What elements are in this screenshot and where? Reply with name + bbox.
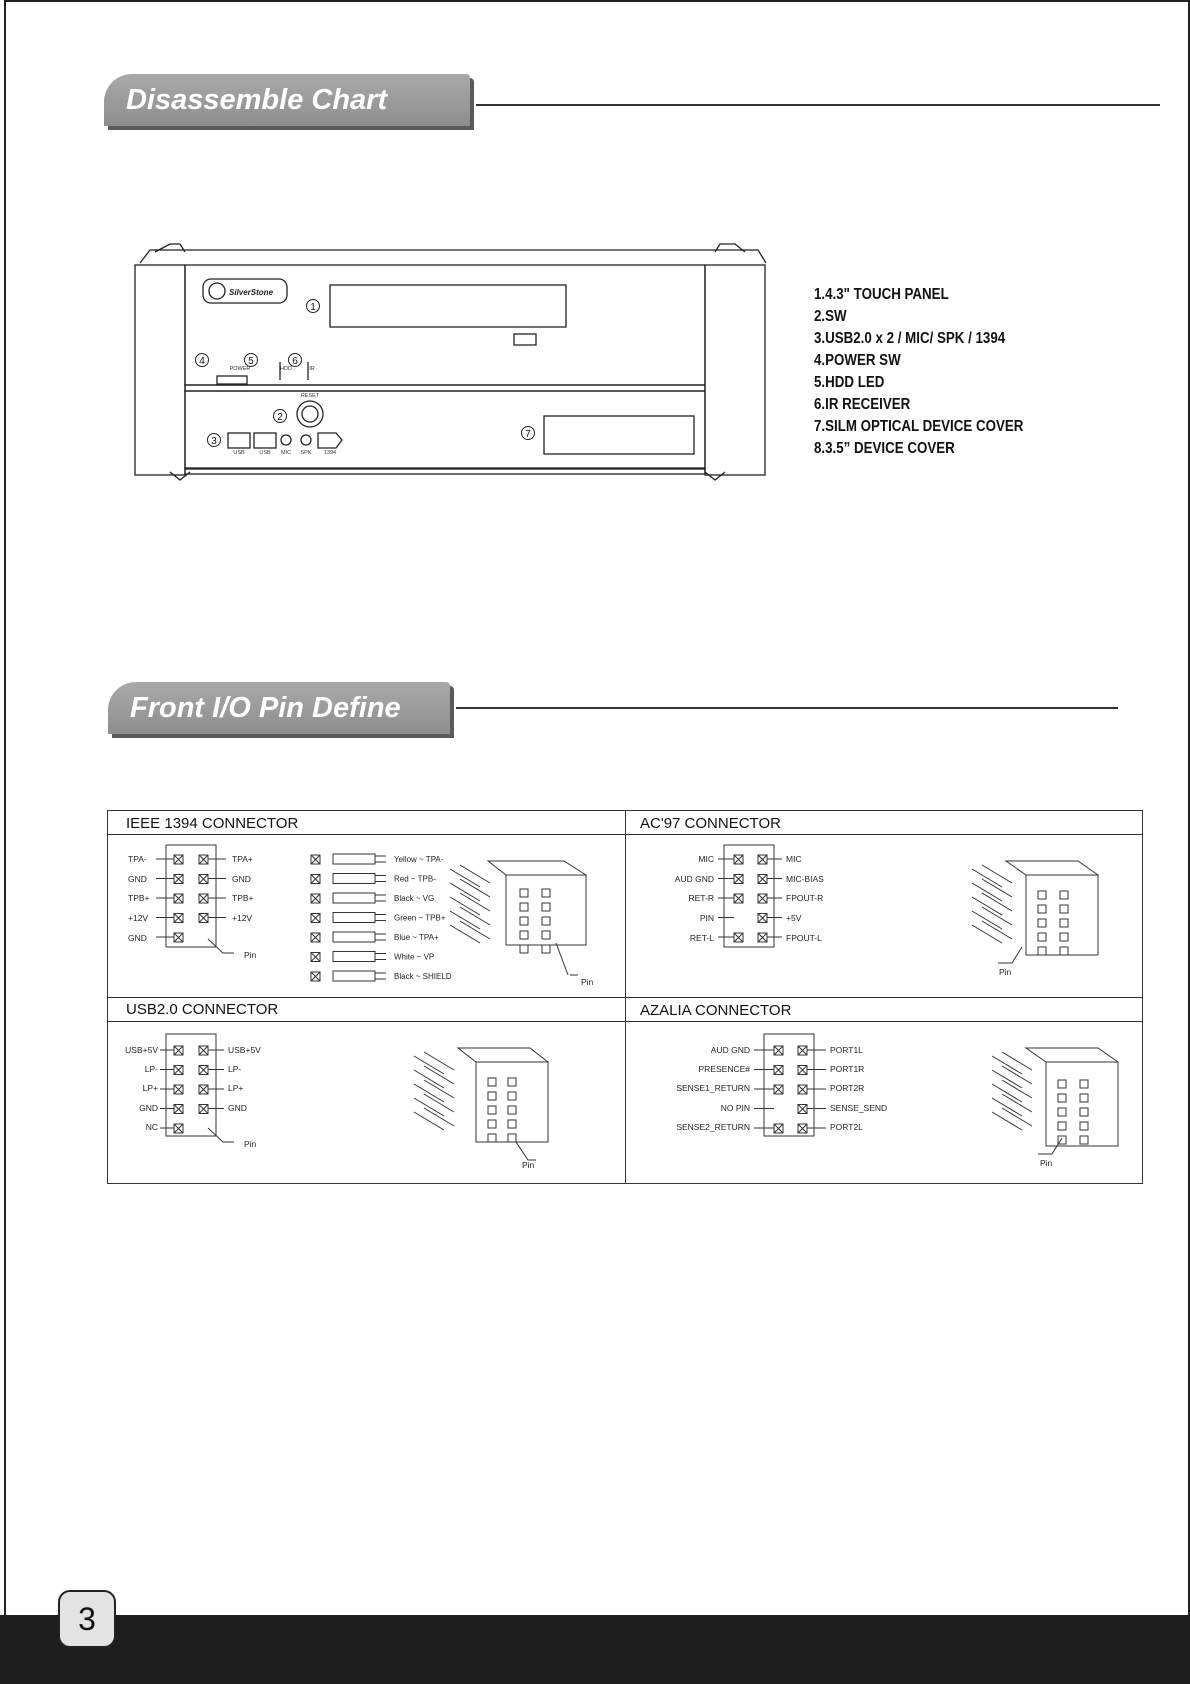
pin-x [774,1124,783,1133]
pin-x [199,1105,208,1114]
mic-label: MIC [280,450,292,456]
pin-x [798,1085,807,1094]
wire-color-label: Red ~ TPB- [394,874,436,884]
pin-x [734,933,743,942]
usb-connector-title: USB2.0 CONNECTOR [126,1001,279,1018]
pin-box [508,1078,516,1086]
pin-label: GND [139,1103,158,1113]
pin-caption: Pin [1040,1158,1053,1168]
spk-label: SPK [300,450,312,456]
pin-box [520,903,528,911]
pin-box [542,917,550,925]
fw-label: 1394 [323,450,337,456]
pin-box [1058,1122,1066,1130]
pin-label: LP- [228,1064,242,1074]
brand-logo: SilverStone [229,288,274,297]
pin-label: USB+5V [228,1045,261,1055]
pin-box [1060,891,1068,899]
front-io-pin-define-heading: Front I/O Pin Define [108,682,450,734]
pin-label: LP- [144,1064,158,1074]
legend-item: 3.USB2.0 x 2 / MIC/ SPK / 1394 [814,330,1006,347]
pin-box [1038,919,1046,927]
pin-x [174,933,183,942]
pin-label: SENSE2_RETURN [676,1122,750,1132]
pin-box [1058,1080,1066,1088]
ieee1394-connector-title: IEEE 1394 CONNECTOR [126,815,299,832]
wire-end [375,954,386,960]
pin-label: GND [228,1103,247,1113]
pin-box [1080,1094,1088,1102]
pin-box [520,889,528,897]
pin-box [508,1120,516,1128]
callout-2: 2 [277,412,283,423]
pin-x [311,875,320,884]
pin-x [199,855,208,864]
pin-label: PORT1L [830,1045,863,1055]
pin-box [488,1078,496,1086]
legend-item: 5.HDD LED [814,374,885,391]
pin-label: FPOUT-R [786,893,824,903]
pin-x [758,875,767,884]
pin-label: +5V [786,913,802,923]
azalia-connector-title: AZALIA CONNECTOR [640,1002,792,1019]
ac97-connector-title: AC'97 CONNECTOR [640,815,781,832]
pin-label: USB+5V [125,1045,158,1055]
legend-item: 7.SILM OPTICAL DEVICE COVER [814,418,1024,435]
pin-caption: Pin [244,950,257,960]
pin-x [174,855,183,864]
pin-box [488,1134,496,1142]
wire-end [375,934,386,940]
pin-x [798,1046,807,1055]
pin-box [1060,905,1068,913]
pin-label: LP+ [228,1083,244,1093]
pin-box [1038,947,1046,955]
pin-x [199,894,208,903]
pin-label: GND [128,874,147,884]
pin-label: RET-R [688,893,714,903]
pin-x [199,875,208,884]
pin-label: +12V [128,913,149,923]
legend-item: 4.POWER SW [814,352,901,369]
pin-box [508,1134,516,1142]
pin-x [199,1046,208,1055]
pin-box [520,945,528,953]
pin-x [174,1046,183,1055]
callout-5: 5 [248,356,254,367]
pin-caption: Pin [522,1160,535,1170]
pin-box [542,945,550,953]
pin-box [1080,1108,1088,1116]
pin-label: PORT2R [830,1083,865,1093]
pin-label: MIC [786,854,802,864]
wire-sleeve [333,932,375,942]
pin-box [1038,933,1046,941]
pin-x [774,1085,783,1094]
wire-color-label: Yellow ~ TPA- [394,855,444,864]
pin-x [798,1066,807,1075]
callout-7: 7 [525,429,531,440]
wire-sleeve [333,913,375,923]
pin-caption: Pin [581,977,594,987]
pin-box [1060,947,1068,955]
callout-1: 1 [310,302,316,313]
reset-label: RESET [300,393,320,399]
wire-color-label: Blue ~ TPA+ [394,933,439,942]
pin-x [758,855,767,864]
pin-box [488,1120,496,1128]
pin-label: AUD GND [710,1045,750,1055]
disassemble-chart-heading: Disassemble Chart [104,74,470,126]
pin-box [1058,1108,1066,1116]
pin-box [508,1092,516,1100]
pin-label: PORT1R [830,1064,865,1074]
wire-color-label: Black ~ VG [394,894,435,903]
connector-grid [107,810,1143,1184]
pin-box [508,1106,516,1114]
pin-x [311,914,320,923]
pin-label: MIC-BIAS [786,874,824,884]
hdd-label: HDD [280,366,292,372]
callout-6: 6 [292,356,298,367]
pin-box [542,931,550,939]
pin-x [758,914,767,923]
pin-label: GND [128,933,147,943]
pin-x [311,953,320,962]
pin-x [774,1046,783,1055]
pin-box [1060,919,1068,927]
pin-label: MIC [698,854,714,864]
pin-x [174,875,183,884]
ir-label: IR [309,366,315,372]
pin-label: RET-L [689,933,714,943]
pin-label: NC [145,1122,158,1132]
page-footer-bar [0,1615,1190,1684]
page-border-top [4,0,1190,2]
pin-label: PORT2L [830,1122,863,1132]
pin-label: SENSE_SEND [830,1103,888,1113]
pin-box [1038,891,1046,899]
page-border-left [4,0,6,1620]
ieee1394-pin-diagram [108,835,625,997]
pin-x [798,1105,807,1114]
pin-x [174,1105,183,1114]
pin-x [311,972,320,981]
callout-3: 3 [211,436,217,447]
wire-end [375,856,386,862]
legend-item: 8.3.5” DEVICE COVER [814,440,955,457]
pin-box [1080,1080,1088,1088]
pin-x [734,875,743,884]
azalia-pin-diagram [626,1022,1142,1183]
usb-pin-diagram [108,1022,625,1183]
callout-4: 4 [199,356,205,367]
wire-end [375,895,386,901]
pin-caption: Pin [999,967,1012,977]
pin-x [199,1066,208,1075]
part-legend [814,284,1023,460]
usb-label-2: USB [259,450,271,456]
pin-label: FPOUT-L [786,933,822,943]
pin-x [311,933,320,942]
pin-label: TPA- [128,854,147,864]
wire-sleeve [333,854,375,864]
pin-box [488,1106,496,1114]
pin-x [758,933,767,942]
pin-x [774,1066,783,1075]
pin-label: NO PIN [720,1103,750,1113]
wire-sleeve [333,874,375,884]
pin-box [542,903,550,911]
pin-x [199,1085,208,1094]
pin-box [1058,1094,1066,1102]
pin-x [174,1085,183,1094]
wire-end [375,915,386,921]
pin-x [174,1066,183,1075]
pin-x [798,1124,807,1133]
pin-box [1060,933,1068,941]
pin-label: TPA+ [232,854,253,864]
section-rule [476,104,1160,106]
pin-label: TPB+ [232,893,254,903]
pin-box [488,1092,496,1100]
pin-x [734,894,743,903]
legend-item: 6.IR RECEIVER [814,396,911,413]
pin-label: +12V [232,913,253,923]
pin-x [311,855,320,864]
pin-label: GND [232,874,251,884]
pin-x [758,894,767,903]
pin-label: AUD GND [674,874,714,884]
wire-sleeve [333,952,375,962]
section-rule [456,707,1118,709]
wire-color-label: Black ~ SHIELD [394,972,452,981]
pin-x [199,914,208,923]
wire-sleeve [333,893,375,903]
legend-item: 1.4.3" TOUCH PANEL [814,286,949,303]
pin-caption: Pin [244,1139,257,1149]
pin-box [520,917,528,925]
pin-box [520,931,528,939]
pin-box [1080,1136,1088,1144]
legend-item: 2.SW [814,308,847,325]
page-number: 3 [58,1590,116,1648]
pin-label: SENSE1_RETURN [676,1083,750,1093]
power-label: POWER [229,366,251,372]
wire-end [375,876,386,882]
pin-x [734,855,743,864]
wire-sleeve [333,971,375,981]
pin-x [311,894,320,903]
pin-label: TPB+ [128,893,150,903]
pin-box [1038,905,1046,913]
wire-color-label: White ~ VP [394,952,435,962]
chassis-front-diagram [130,240,770,485]
pin-x [174,914,183,923]
pin-label: PIN [699,913,714,923]
ac97-pin-diagram [626,835,1142,997]
pin-x [174,894,183,903]
pin-box [542,889,550,897]
pin-x [174,1124,183,1133]
wire-end [375,973,386,979]
usb-label-1: USB [233,450,245,456]
pin-box [1080,1122,1088,1130]
wire-color-label: Green ~ TPB+ [394,913,446,923]
pin-label: LP+ [142,1083,158,1093]
pin-label: PRESENCE# [698,1064,750,1074]
